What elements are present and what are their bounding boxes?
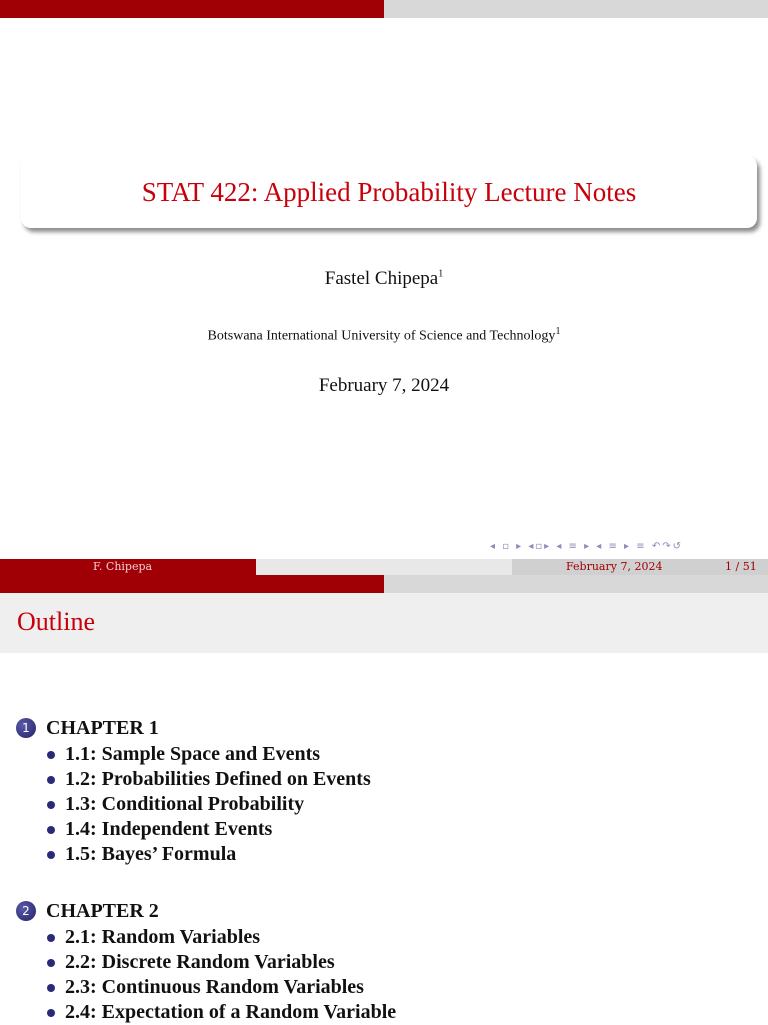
slide1-top-bar — [0, 0, 768, 18]
footer-author-panel — [0, 559, 256, 575]
section-label: 1.4: Independent Events — [65, 818, 273, 840]
bullet-icon — [47, 851, 55, 859]
author — [0, 268, 768, 290]
chapter-label: CHAPTER 1 — [46, 716, 159, 739]
section-label: 1.1: Sample Space and Events — [65, 743, 321, 765]
title-box — [21, 156, 757, 228]
beamer-navigation-icons[interactable]: ◂ ▫ ▸ ◂▫▸ ◂ ≡ ▸ ◂ ≡ ▸ ≡ ↶↷↺ — [490, 541, 683, 552]
chapter-label: CHAPTER 2 — [46, 899, 159, 922]
section-label: 2.1: Random Variables — [65, 926, 261, 948]
footer-page-number: 1 / 51 — [725, 560, 757, 573]
section-label: 2.2: Discrete Random Variables — [65, 951, 335, 973]
bullet-icon — [47, 826, 55, 834]
bullet-icon — [47, 801, 55, 809]
section-item[interactable] — [47, 817, 756, 842]
section-list — [47, 925, 756, 1025]
top-bar-red — [0, 0, 384, 18]
section-item[interactable] — [47, 925, 756, 950]
section-item[interactable] — [47, 792, 756, 817]
institute-affiliation-mark: 1 — [555, 326, 561, 337]
outline — [16, 714, 756, 1025]
spacer — [16, 867, 756, 897]
section-label: 1.5: Bayes’ Formula — [65, 843, 237, 865]
section-label: 1.3: Conditional Probability — [65, 793, 305, 815]
slide-footer — [0, 559, 768, 575]
frame-title: Outline — [17, 607, 95, 636]
chapter-number-badge: 1 — [16, 718, 36, 738]
section-item[interactable] — [47, 1000, 756, 1025]
bullet-icon — [47, 1009, 55, 1017]
institute — [0, 326, 768, 345]
section-item[interactable] — [47, 975, 756, 1000]
section-list — [47, 742, 756, 867]
author-affiliation-mark: 1 — [438, 268, 444, 280]
frame-title-bar — [0, 593, 768, 653]
bullet-icon — [47, 959, 55, 967]
section-item[interactable] — [47, 950, 756, 975]
footer-author: F. Chipepa — [93, 560, 153, 573]
section-label: 1.2: Probabilities Defined on Events — [65, 768, 371, 790]
presentation-date: February 7, 2024 — [318, 375, 450, 396]
chapter-number-badge: 2 — [16, 901, 36, 921]
bullet-icon — [47, 934, 55, 942]
chapter-item[interactable] — [16, 897, 756, 925]
section-item[interactable] — [47, 842, 756, 867]
top-bar-gray — [384, 575, 768, 593]
footer-date-panel — [512, 559, 768, 575]
top-bar-gray — [384, 0, 768, 18]
slide2-top-bar — [0, 575, 768, 593]
footer-title-panel — [256, 559, 512, 575]
section-label: 2.4: Expectation of a Random Variable — [65, 1001, 397, 1023]
author-name: Fastel Chipepa — [324, 268, 439, 289]
bullet-icon — [47, 751, 55, 759]
footer-date: February 7, 2024 — [566, 560, 663, 573]
chapter-item[interactable] — [16, 714, 756, 742]
bullet-icon — [47, 776, 55, 784]
section-item[interactable] — [47, 767, 756, 792]
top-bar-red — [0, 575, 384, 593]
section-label: 2.3: Continuous Random Variables — [65, 976, 364, 998]
section-item[interactable] — [47, 742, 756, 767]
institute-name: Botswana International University of Science and Technology — [207, 328, 556, 344]
presentation-title: STAT 422: Applied Probability Lecture Notes — [141, 176, 637, 207]
bullet-icon — [47, 984, 55, 992]
